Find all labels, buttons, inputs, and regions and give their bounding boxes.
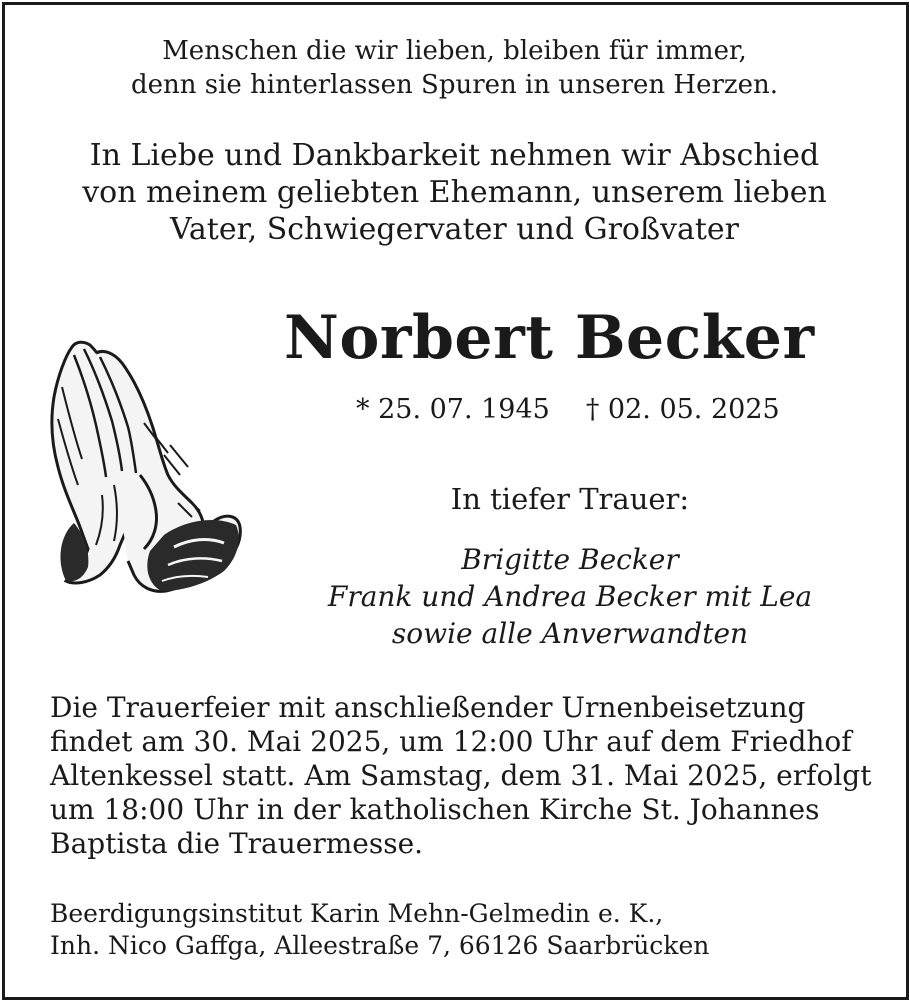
mourning-heading: In tiefer Trauer: [450, 482, 690, 516]
farewell-line: In Liebe und Dankbarkeit nehmen wir Abschied [89, 138, 820, 173]
service-line: Baptista die Trauermesse. [50, 827, 424, 860]
service-line: um 18:00 Uhr in der katholischen Kirche St. Johannes [50, 793, 820, 826]
death-date: † 02. 05. 2025 [585, 394, 780, 425]
birth-date: * 25. 07. 1945 [356, 394, 550, 425]
farewell-text [0, 137, 909, 248]
mourners-list [320, 541, 820, 652]
service-details [50, 691, 871, 861]
praying-hands-icon [44, 335, 244, 600]
life-dates [356, 392, 780, 428]
undertaker-line: Beerdigungsinstitut Karin Mehn-Gelmedin e. K., [50, 899, 664, 928]
farewell-line: von meinem geliebten Ehemann, unserem lieben [82, 175, 827, 210]
service-line: Altenkessel statt. Am Samstag, dem 31. Mai 2025, erfolgt [50, 759, 872, 792]
farewell-line: Vater, Schwiegervater und Großvater [169, 212, 740, 247]
deceased-name: Norbert Becker [284, 303, 815, 373]
mourner-entry: sowie alle Anverwandten [391, 617, 749, 650]
mourner-entry: Brigitte Becker [461, 543, 679, 576]
motto-line: denn sie hinterlassen Spuren in unseren Herzen. [130, 70, 779, 100]
mourner-entry: Frank und Andrea Becker mit Lea [327, 580, 813, 613]
motto-line: Menschen die wir lieben, bleiben für immer, [162, 36, 747, 66]
undertaker-line: Inh. Nico Gaffga, Alleestraße 7, 66126 Saarbrücken [50, 931, 710, 960]
service-line: Die Trauerfeier mit anschließender Urnenbeisetzung [50, 691, 806, 724]
service-line: findet am 30. Mai 2025, um 12:00 Uhr auf dem Friedhof [50, 725, 852, 758]
undertaker-info [50, 898, 709, 962]
motto [0, 34, 909, 102]
